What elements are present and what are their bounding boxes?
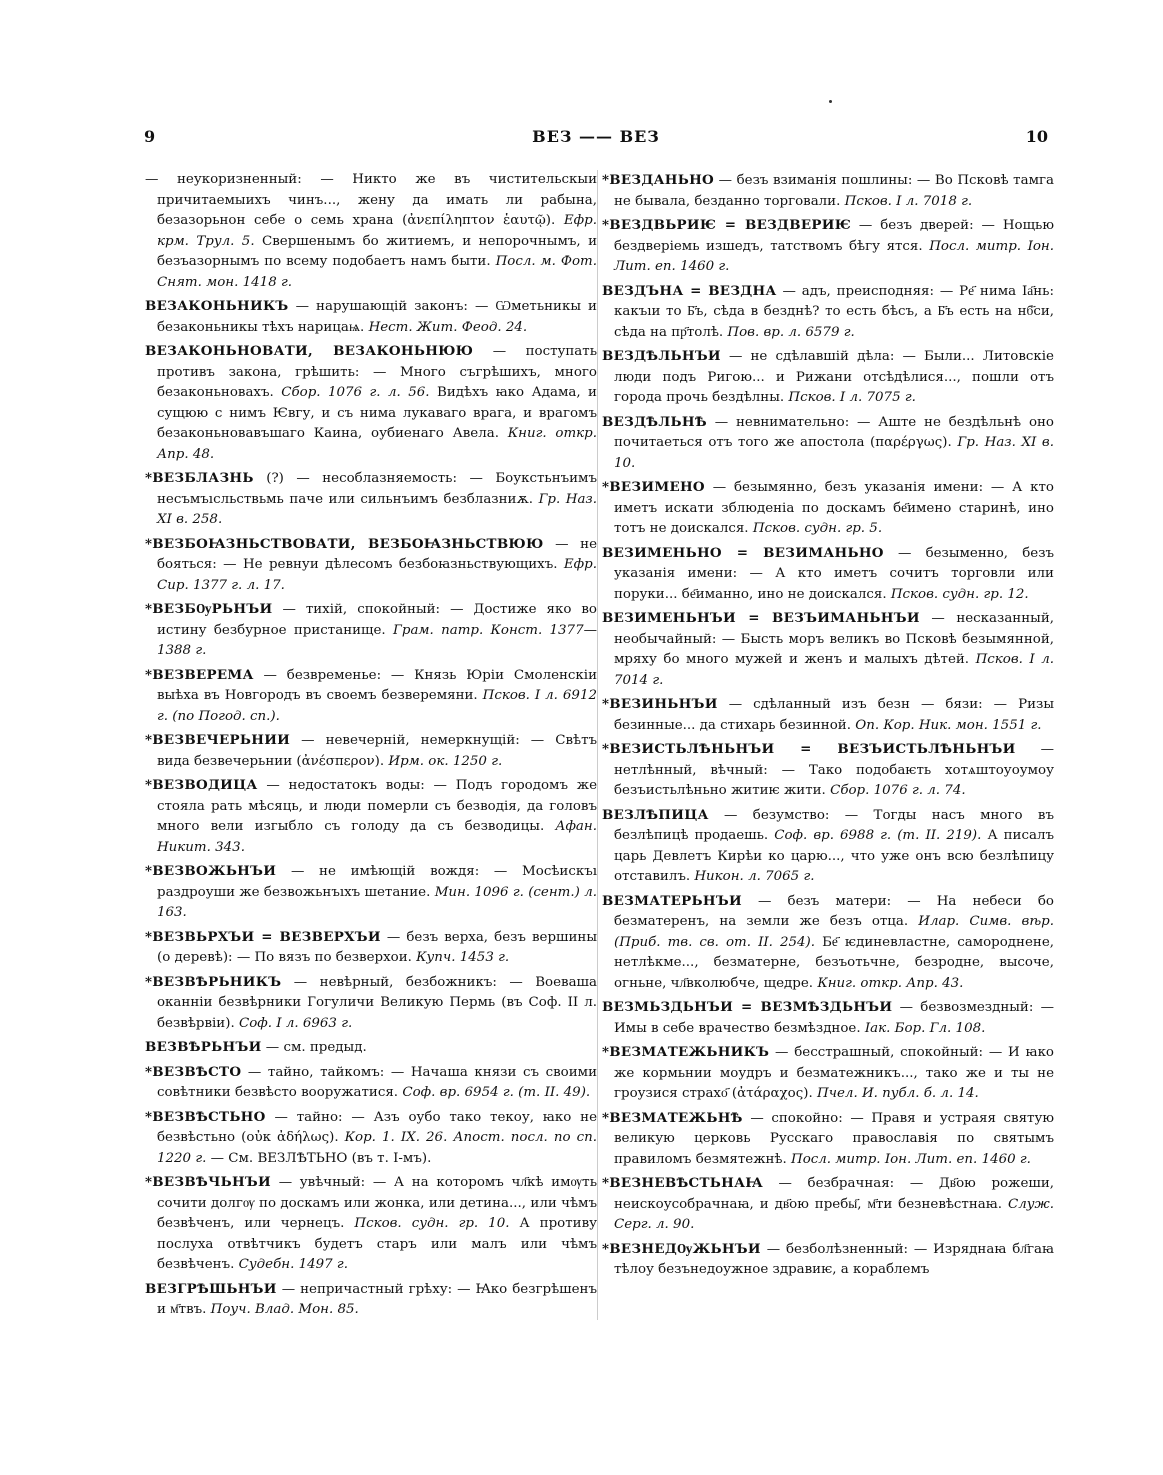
- entry-source: Соф. вр. 6954 г. (т. II. 49).: [402, 1085, 591, 1100]
- headword: *ВЕЗДВЬРИѤ = ВЕЗДВЕРИѤ: [602, 217, 851, 233]
- entry-source: Сбор. 1076 г. л. 74.: [830, 783, 966, 798]
- dictionary-entry: [145, 1172, 597, 1276]
- entry-source: Поуч. Влад. Мон. 85.: [210, 1302, 359, 1317]
- entry-definition: — безвременье: — Князь Юріи Смоленскіи выѣха въ Новгородъ въ своемъ безверемяни.: [157, 667, 597, 703]
- entry-continuation: — См. ВЕЗЛѢТЬНО (въ т. I-мъ).: [210, 1150, 432, 1166]
- entry-definition: — непричастный грѣху: — Ꙗко безгрѣшенъ и м҃твъ.: [157, 1281, 597, 1317]
- dictionary-entry: [602, 1108, 1054, 1171]
- dictionary-entry: [602, 412, 1054, 475]
- dictionary-entry: [602, 891, 1054, 995]
- entry-definition: — не имѣющій вождя: — Мосѣискъı раздроуши же безвожьнъıхъ шетание.: [157, 864, 597, 900]
- dictionary-entry: [602, 694, 1054, 736]
- entry-definition: — невнимательно: — Аште не бездѣльнѣ оно почитаеться отъ того же апостола (παρέργως).: [614, 414, 1054, 450]
- dictionary-entry: [145, 972, 597, 1035]
- entry-source: Пов. вр. л. 6579 г.: [727, 324, 855, 340]
- entry-definition: — нетлѣнный, вѣчный: — Тако подобаѥть хотѧштоуоумоу безъистьлѣньно житиѥ жити.: [614, 742, 1055, 798]
- headword: *ВЕЗМАТЕЖЬНѢ: [602, 1109, 743, 1126]
- dictionary-entry: [145, 730, 597, 772]
- headword: *ВЕЗМАТЕЖЬНИКЪ: [602, 1044, 770, 1060]
- entry-source: Посл. митр. Іон. Лит. еп. 1460 г.: [614, 238, 1055, 274]
- dictionary-entry: [145, 341, 597, 465]
- headword: *ВЕЗВѢЧЬНЪИ: [145, 1174, 271, 1190]
- dictionary-entry: [145, 1037, 597, 1059]
- entry-source: Нест. Жит. Феод. 24.: [368, 319, 528, 335]
- entry-source: Кор. 1. IX. 26. Апост. посл. по сп. 1220 г.: [157, 1130, 597, 1166]
- entry-definition: — невечерній, немеркнущій: — Свѣтъ вида безвечерьнии (ἀνέσπερον).: [157, 733, 597, 769]
- dictionary-entry: [602, 739, 1054, 802]
- entry-source: Судебн. 1497 г.: [238, 1257, 348, 1272]
- entry-definition: — безвозмездный: — Имы в себе врачество безмѣздное.: [614, 1000, 1054, 1036]
- headword: *ВЕЗИМЕНО: [602, 479, 705, 495]
- headword: ВЕЗАКОНЬНИКЪ: [145, 298, 289, 314]
- headword: ВЕЗАКОНЬНОВАТИ, ВЕЗАКОНЬНЮЮ: [145, 343, 474, 359]
- headword: *ВЕЗДАНЬНО: [602, 172, 715, 188]
- headword: ВЕЗДѢЛЬНѢ: [602, 413, 707, 430]
- entry-source: Оп. Кор. Ник. мон. 1551 г.: [855, 717, 1042, 733]
- headword: ВЕЗДѢЛЬНЪИ: [602, 348, 721, 364]
- entry-definition: — недостатокъ воды: — Подъ городомъ же стояла рать мѣсяць, и люди померли съ безводія, да головъ много вели изгыбло съ голоду да съ безводицы.: [157, 778, 597, 834]
- headword: ВЕЗИМЕНЬНО = ВЕЗИМАНЬНО: [602, 544, 884, 561]
- dictionary-entry: [145, 599, 597, 662]
- headword: *ВЕЗНЕДѸЖЬНЪИ: [602, 1240, 761, 1257]
- headword: ВЕЗГРѢШЬНЪИ: [145, 1280, 277, 1297]
- headword: *ВЕЗВЕРЕМА: [145, 666, 254, 683]
- right-column: [602, 170, 1054, 1284]
- headword: ВЕЗИМЕНЬНЪИ = ВЕЗЪИМАНЬНЪИ: [602, 610, 920, 626]
- dictionary-entry: [602, 1042, 1054, 1105]
- left-column: [145, 170, 597, 1324]
- dictionary-entry: [602, 805, 1054, 888]
- entry-definition: — поступать противъ закона, грѣшить: — Много съгрѣшихъ, много безаконьновахъ.: [157, 344, 597, 400]
- entry-source: Никон. л. 7065 г.: [694, 869, 815, 884]
- dictionary-entry: [145, 468, 597, 531]
- entry-definition: — безыменно, безъ указанія имени: — А кто иметъ сочитъ торговли или поруки... бе҃иманно, ино не доискался.: [614, 545, 1055, 602]
- entry-definition: — безболѣзненный: — Изряднаꙗ бл҃гаꙗ тѣлоу безънедоужное здравиѥ, а кораблемъ: [614, 1241, 1055, 1277]
- headword: *ВЕЗВѢСТЬНО: [145, 1108, 266, 1125]
- dictionary-entry: [145, 170, 597, 293]
- entry-source: Псков. I л. 7014 г.: [614, 652, 1055, 688]
- entry-source: Служ. Серг. л. 90.: [614, 1196, 1054, 1232]
- entry-source: Псков. I л. 7075 г.: [788, 390, 916, 405]
- entry-source: Псков. I л. 7018 г.: [844, 193, 973, 209]
- headword: *ВЕЗИНЬНЪИ: [602, 696, 718, 712]
- headword: *ВЕЗНЕВѢСТЬНАꙖ: [602, 1175, 763, 1191]
- dictionary-entry: [145, 775, 597, 858]
- dictionary-entry: [602, 215, 1054, 278]
- entry-definition: — увѣчный: — А на которомъ чл҃кѣ имѹть сочити долгѹ по доскамъ или жонка, или детина..., или чѣмъ безвѣченъ, или чернецъ.: [157, 1175, 597, 1231]
- headword: ВЕЗДЪНА = ВЕЗДНА: [602, 282, 777, 299]
- entry-source: Соф. I л. 6963 г.: [238, 1015, 353, 1031]
- entry-source: Псков. судн. гр. 10.: [354, 1216, 510, 1231]
- headword: *ВЕЗВЕЧЕРЬНИИ: [145, 732, 291, 748]
- entry-definition: — неукоризненный: — Никто же въ чистительскыи причитаемыихъ чинъ..., жену да имать ли рабына, безазорьнон себе о семь храна (ἀνεπίληπτον ἑαυτῷ).: [145, 172, 597, 228]
- column-divider: [597, 170, 598, 1320]
- entry-source: Ефр. Сир. 1377 г. л. 17.: [157, 557, 597, 593]
- entry-definition: — сдѣланный изъ безн — бязи: — Ризы безинные... да стихарь безинной.: [614, 697, 1054, 733]
- entry-continuation: Видѣхъ ꙗко Адама, и сущюю с нимъ Ѥвгу, и съ нима лукаваго врага, и врагомъ безаконьновавъшаго Каина, оубиенаго Авела.: [157, 385, 597, 441]
- dictionary-entry: [145, 665, 597, 728]
- entry-definition: — безбрачная: — Дв҃ою рожеши, неискоусобрачнаꙗ, и дв҃ою пребы҃, м҃ти безневѣстнаꙗ.: [614, 1176, 1054, 1212]
- entry-source: Мин. 1096 г. (сент.) л. 163.: [157, 884, 597, 920]
- entry-source: Книг. откр. Апр. 48.: [157, 426, 597, 462]
- entry-source: Гр. Наз. XI в. 10.: [614, 435, 1054, 471]
- headword: ВЕЗМЬЗДЬНЪИ = ВЕЗМѢЗДЬНЪИ: [602, 999, 893, 1015]
- dictionary-entry: [602, 1239, 1054, 1281]
- entry-continuation: Бе҃ ѥдиневластне, самороднене, нетлѣкме..., безматерне, безъотьчне, безродне, высоче, огньне, чл҃вколюбче, щедре.: [614, 934, 1054, 991]
- speck-mark: [829, 100, 832, 103]
- entry-definition: — безъ верха, безъ вершины (о деревѣ): — По вязъ по безверхои.: [157, 929, 597, 965]
- entry-definition: — тихій, спокойный: — Достиже яко во истину безбурное пристанище.: [157, 602, 597, 638]
- dictionary-entry: [602, 477, 1054, 540]
- entry-source: Гр. Наз. XI в. 258.: [157, 491, 597, 527]
- entry-definition: — адъ, преисподняя: — Ре҃ нима Іа҃нь: какъıи то Б҃ъ, сѣда в безднѣ? то есть бѣсъ, а Б҃ъ есть на нб҃си, сѣда на пр҃толѣ.: [614, 283, 1054, 340]
- dictionary-entry: [602, 608, 1054, 691]
- dictionary-entry: [145, 927, 597, 969]
- entry-definition: (?) — несоблазняемость: — Боукстьнъимъ несъмъıсльствьмь паче или сильнъимъ безблазниѫ.: [157, 471, 597, 507]
- dictionary-entry: [145, 1107, 597, 1170]
- entry-definition: — тайно: — Азъ оубо тако текоу, ꙗко не безвѣстьно (οὐκ ἀδήλως).: [157, 1109, 597, 1145]
- entry-definition: — безъ матери: — На небеси бо безматеренъ, на земли же безъ отца.: [614, 893, 1054, 929]
- page-number-left: 9: [144, 127, 156, 146]
- entry-source: Псков. I л. 6912 г. (по Погод. сп.).: [157, 688, 597, 724]
- entry-continuation: А писалъ царь Девлетъ Кирѣи ко царю..., что уже онъ всю безлѣпицу отставилъ.: [614, 828, 1054, 884]
- dictionary-entry: [145, 534, 597, 597]
- page-number-right: 10: [1025, 127, 1048, 146]
- headword: *ВЕЗБОꙖЗНЬСТВОВАТИ, ВЕЗБОꙖЗНЬСТВЮЮ: [145, 535, 544, 552]
- entry-definition: — безумство: — Тогды насъ много въ безлѣпицѣ продаешь.: [614, 807, 1054, 843]
- entry-definition: — безъ взиманія пошлины: — Во Псковѣ тамга не бывала, безданно торговали.: [614, 173, 1054, 209]
- entry-definition: — безымянно, безъ указанія имени: — А кто иметъ искати зблюденіа по доскамъ бе҃имено старинѣ, ино тотъ не доискался.: [614, 480, 1054, 536]
- entry-source: Книг. откр. Апр. 43.: [817, 975, 964, 991]
- entry-source: Псков. судн. гр. 5.: [752, 521, 883, 536]
- headword: ВЕЗЛѢПИЦА: [602, 806, 709, 823]
- dictionary-entry: [602, 543, 1054, 606]
- entry-continuation: Свершенымъ бо житиемъ, и непорочнымъ, и безъазорнымъ по всему подобаетъ намъ быти.: [157, 233, 597, 269]
- entry-definition: — тайно, тайкомъ: — Начаша князи съ своими совѣтники безвѣсто вооружатися.: [157, 1064, 597, 1100]
- entry-source: Сбор. 1076 г. л. 56.: [281, 385, 430, 400]
- dictionary-entry: [602, 346, 1054, 409]
- headword: ВЕЗВѢРЬНЪИ: [145, 1039, 262, 1055]
- headword: *ВЕЗБЛАЗНЬ: [145, 470, 254, 486]
- entry-source: Псков. судн. гр. 12.: [890, 586, 1029, 602]
- dictionary-entry: [145, 1062, 597, 1104]
- dictionary-entry: [602, 997, 1054, 1039]
- headword: *ВЕЗВОДИЦА: [145, 777, 258, 793]
- entry-source: Іак. Бор. Гл. 108.: [864, 1020, 986, 1036]
- headword: *ВЕЗИСТЬЛѢНЬНЪИ = ВЕЗЪИСТЬЛѢНЬНЪИ: [602, 741, 1016, 757]
- entry-definition: — бесстрашный, спокойный: — И ꙗко же кормьнии моудръ и безматежникъ..., тако же и ты не гроузися страхо҃ (ἀτάραχος).: [614, 1045, 1054, 1101]
- entry-source: Афан. Никит. 343.: [157, 819, 597, 855]
- headword: *ВЕЗВѢСТО: [145, 1063, 242, 1080]
- entry-source: Ирм. ок. 1250 г.: [388, 753, 503, 769]
- headword: *ВЕЗВЬРХЪИ = ВЕЗВЕРХЪИ: [145, 928, 381, 945]
- entry-definition: — см. предыд.: [265, 1040, 367, 1055]
- entry-definition: — не сдѣлавшій дѣла: — Были... Литовскіе люди подъ Ригою... и Рижани отсѣдѣлися..., пошли отъ города прочь бездѣлны.: [614, 349, 1054, 405]
- entry-definition: — не бояться: — Не ревнуи дѣлесомъ безбоꙗзньствующихъ.: [157, 536, 597, 572]
- entry-continuation: А противу послуха отвѣтчикъ будетъ старъ или малъ или чѣмъ безвѣченъ.: [157, 1216, 597, 1272]
- dictionary-entry: [602, 1173, 1054, 1236]
- entry-definition: — спокойно: — Правя и устраяя святую великую церковь Русскаго православія по святымъ правиломъ безмятежнѣ.: [614, 1110, 1054, 1167]
- entry-source: Соф. вр. 6988 г. (т. II. 219).: [774, 828, 982, 843]
- entry-definition: — безъ дверей: — Нощью бездверіемь изшедъ, татствомъ бѣгу ятся.: [614, 218, 1054, 254]
- headword: *ВЕЗБѸРЬНЪИ: [145, 601, 273, 617]
- dictionary-entry: [602, 170, 1054, 212]
- entry-source: Пчел. И. публ. б. л. 14.: [816, 1086, 979, 1101]
- dictionary-entry: [602, 281, 1054, 344]
- running-title: ВЕЗ —— ВЕЗ: [532, 127, 660, 146]
- entry-source: Ефр. крм. Трул. 5.: [157, 213, 597, 249]
- entry-definition: — невѣрный, безбожникъ: — Воеваша оканніи безвѣрники Гогуличи Великую Пермь (въ Соф. II л. безвѣрвіи).: [157, 974, 597, 1031]
- entry-source: Грам. патр. Конст. 1377—1388 г.: [157, 622, 597, 658]
- dictionary-entry: [145, 1279, 597, 1321]
- page-header: [140, 127, 1052, 151]
- entry-definition: — нарушающій законъ: — Ѡметьникы и безаконьникы тѣхъ нарицаѩ.: [157, 299, 597, 335]
- dictionary-entry: [145, 861, 597, 924]
- entry-source: Илар. Симв. вѣр. (Приб. тв. св. от. II. 254).: [614, 914, 1054, 950]
- entry-source: Купч. 1453 г.: [416, 950, 510, 965]
- headword: ВЕЗМАТЕРЬНЪИ: [602, 892, 742, 909]
- entry-source: Посл. м. Фот. Снят. мон. 1418 г.: [157, 254, 597, 290]
- entry-definition: — несказанный, необычайный: — Бысть моръ великъ во Псковѣ безымянной, мряху бо много мужей и женъ и малыхъ дѣтей.: [614, 611, 1054, 667]
- dictionary-entry: [145, 296, 597, 338]
- headword: *ВЕЗВОЖЬНЪИ: [145, 863, 277, 879]
- entry-source: Посл. митр. Іон. Лит. еп. 1460 г.: [791, 1151, 1031, 1167]
- headword: *ВЕЗВѢРЬНИКЪ: [145, 973, 282, 990]
